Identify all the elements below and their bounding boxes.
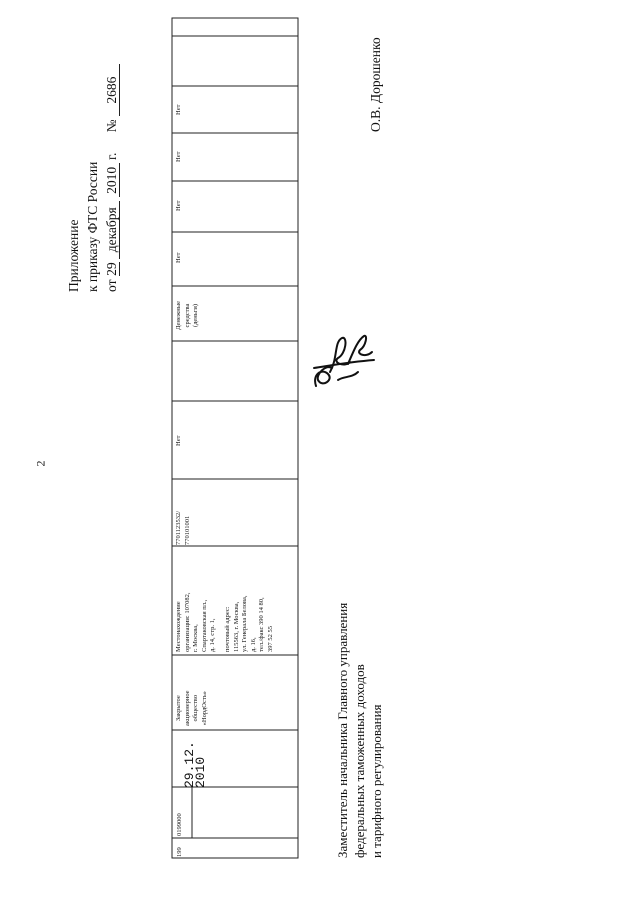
row-index: 199 <box>176 847 183 857</box>
signer-name: О.В. Дорошенко <box>368 37 383 132</box>
month-value: декабря <box>104 201 120 259</box>
cell-no-2: Нет <box>175 252 182 263</box>
collateral-line: средства <box>183 303 191 328</box>
signatory-line: и тарифного регулирования <box>369 704 384 858</box>
address-line: д. 14, стр. 1, <box>209 618 217 652</box>
year-value: 2010 <box>104 163 120 197</box>
address-line: д. 16, <box>249 637 257 652</box>
inn-kpp-line: 7701123532/ <box>175 510 182 545</box>
org-type <box>175 690 209 726</box>
page-number: 2 <box>33 460 48 467</box>
collateral-line: Денежные <box>175 301 182 330</box>
from-label: от <box>104 279 119 292</box>
row-date-line2: 2010 <box>193 756 208 788</box>
signatory-line: Заместитель начальника Главного управления <box>335 602 350 858</box>
inn-kpp <box>175 511 192 545</box>
org-address <box>175 593 276 652</box>
address-line: ул. Генерала Белова, <box>241 595 249 652</box>
address-line: г. Москва, <box>192 624 200 652</box>
address-line: почтовый адрес: <box>223 606 231 652</box>
address-line: Спартаковская пл., <box>200 599 208 652</box>
address-line: организации: 107082, <box>183 592 191 652</box>
collateral-type <box>175 301 201 330</box>
day-value: 29 <box>104 262 119 276</box>
org-type-line: акционерное <box>183 690 191 726</box>
order-number: 2686 <box>104 64 120 116</box>
number-label: № <box>104 119 119 133</box>
cell-no-5: Нет <box>175 104 182 115</box>
inn-kpp-line: 770101001 <box>183 515 191 545</box>
signatory-title <box>334 603 385 858</box>
org-type-line: общество <box>192 694 200 722</box>
year-suffix: г. <box>104 152 119 161</box>
address-line: 397 52 55 <box>266 626 274 652</box>
signatory-line: федеральных таможенных доходов <box>352 664 367 858</box>
row-date <box>184 741 206 788</box>
cell-no-3: Нет <box>175 200 182 211</box>
address-line: 115563, г. Москва, <box>232 601 240 652</box>
row-code: 0199000 <box>176 813 183 836</box>
table-border <box>172 18 298 858</box>
org-type-line: Закрытое <box>175 695 182 722</box>
row-date-line1: 29.12. <box>182 741 197 788</box>
appendix-title: Приложение <box>66 219 81 292</box>
cell-no-4: Нет <box>175 151 182 162</box>
collateral-line: (деньги) <box>192 303 200 328</box>
appendix-order-ref: к приказу ФТС России <box>85 161 100 292</box>
address-line: Местонахождение <box>175 601 182 652</box>
org-type-line: «НордОсть» <box>200 691 208 726</box>
cell-no-1: Нет <box>175 435 182 446</box>
address-line: тел./факс 390 14 80, <box>258 597 266 652</box>
signature-scribble <box>308 328 378 392</box>
